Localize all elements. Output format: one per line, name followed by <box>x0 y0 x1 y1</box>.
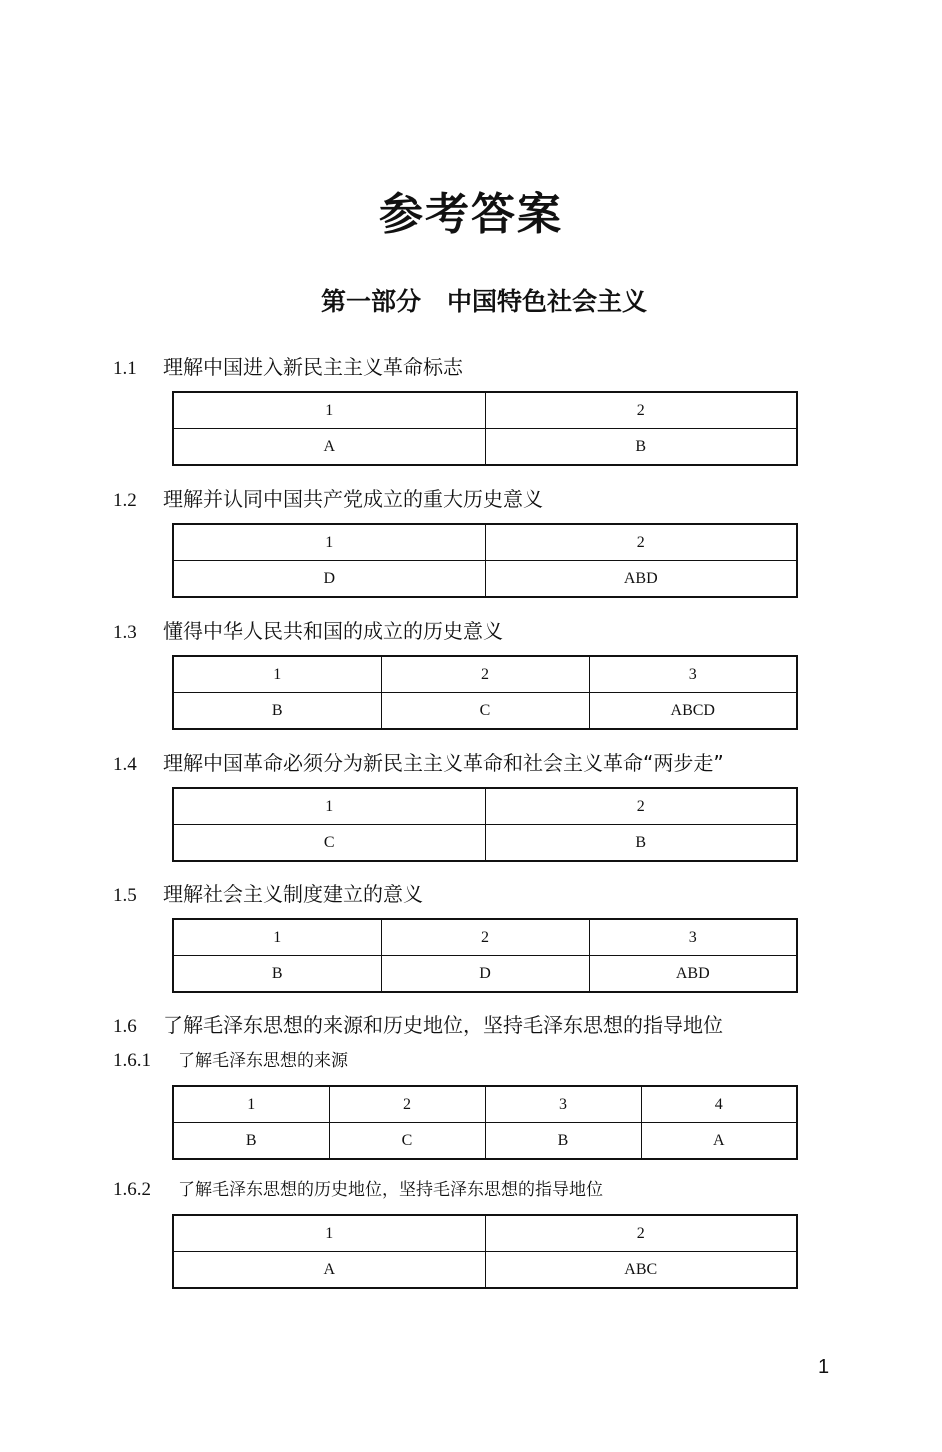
question-number-row <box>173 392 797 429</box>
page-title: 参考答案 <box>379 189 563 240</box>
answer-row <box>173 693 797 730</box>
section-title: 理解中国进入新民主主义革命标志 <box>163 355 463 379</box>
answer-table-1-3 <box>172 655 798 730</box>
question-number-row <box>173 524 797 561</box>
question-number-row <box>173 919 797 956</box>
answer-table-1-1 <box>172 391 798 466</box>
answer-row <box>173 825 797 862</box>
question-number-cell: 2 <box>485 1215 797 1252</box>
answer-table-1-6-1 <box>172 1085 798 1160</box>
question-number-cell: 1 <box>173 1215 485 1252</box>
question-number-cell: 1 <box>173 392 485 429</box>
answer-row <box>173 1252 797 1289</box>
answer-cell: B <box>485 1123 641 1160</box>
question-number-row <box>173 1086 797 1123</box>
section-title: 理解社会主义制度建立的意义 <box>163 882 423 906</box>
question-number-cell: 1 <box>173 919 381 956</box>
section-title: 理解并认同中国共产党成立的重大历史意义 <box>163 487 543 511</box>
answer-cell: C <box>381 693 589 730</box>
section-number: 1.5 <box>113 885 137 906</box>
answer-cell: C <box>329 1123 485 1160</box>
section-title: 理解中国革命必须分为新民主主义革命和社会主义革命“两步走” <box>163 751 724 775</box>
part-name: 中国特色社会主义 <box>447 287 648 316</box>
section-number: 1.3 <box>113 622 137 643</box>
answer-cell: A <box>173 429 485 466</box>
answer-cell: B <box>173 956 381 993</box>
question-number-cell: 2 <box>329 1086 485 1123</box>
subsection-title: 了解毛泽东思想的历史地位，坚持毛泽东思想的指导地位 <box>178 1180 603 1200</box>
answer-cell: D <box>381 956 589 993</box>
question-number-cell: 3 <box>589 919 797 956</box>
answer-cell: ABD <box>589 956 797 993</box>
answer-cell: ABD <box>485 561 797 598</box>
subsection-heading-1-6-1 <box>113 1049 348 1073</box>
page-number: 1 <box>818 1356 830 1378</box>
answer-table-1-4 <box>172 787 798 862</box>
section-heading-1-5 <box>113 881 423 909</box>
question-number-cell: 1 <box>173 656 381 693</box>
question-number-cell: 1 <box>173 1086 329 1123</box>
question-number-cell: 1 <box>173 788 485 825</box>
answer-row <box>173 1123 797 1160</box>
question-number-cell: 4 <box>641 1086 797 1123</box>
question-number-row <box>173 1215 797 1252</box>
subsection-number: 1.6.2 <box>113 1179 151 1200</box>
subsection-title: 了解毛泽东思想的来源 <box>178 1051 348 1071</box>
answer-cell: ABC <box>485 1252 797 1289</box>
section-title: 了解毛泽东思想的来源和历史地位，坚持毛泽东思想的指导地位 <box>163 1013 723 1037</box>
question-number-cell: 2 <box>485 524 797 561</box>
part-label: 第一部分 <box>320 287 421 316</box>
section-heading-1-3 <box>113 618 503 646</box>
answer-row <box>173 561 797 598</box>
subsection-heading-1-6-2 <box>113 1178 603 1202</box>
section-heading-1-6 <box>113 1012 723 1040</box>
answer-cell: B <box>485 429 797 466</box>
question-number-cell: 2 <box>485 392 797 429</box>
section-heading-1-1 <box>113 354 463 382</box>
answer-cell: B <box>173 1123 329 1160</box>
answer-table-1-6-2 <box>172 1214 798 1289</box>
question-number-cell: 3 <box>485 1086 641 1123</box>
section-number: 1.4 <box>113 754 137 775</box>
question-number-row <box>173 656 797 693</box>
question-number-row <box>173 788 797 825</box>
answer-cell: C <box>173 825 485 862</box>
subsection-number: 1.6.1 <box>113 1050 151 1071</box>
section-title: 懂得中华人民共和国的成立的历史意义 <box>163 619 503 643</box>
question-number-cell: 2 <box>381 919 589 956</box>
question-number-cell: 1 <box>173 524 485 561</box>
answer-row <box>173 429 797 466</box>
answer-cell: D <box>173 561 485 598</box>
answer-cell: A <box>641 1123 797 1160</box>
answer-cell: B <box>173 693 381 730</box>
section-number: 1.2 <box>113 490 137 511</box>
part-heading <box>0 282 942 318</box>
answer-table-1-2 <box>172 523 798 598</box>
section-number: 1.1 <box>113 358 137 379</box>
answer-cell: B <box>485 825 797 862</box>
answer-cell: A <box>173 1252 485 1289</box>
section-heading-1-2 <box>113 486 543 514</box>
answer-row <box>173 956 797 993</box>
question-number-cell: 2 <box>381 656 589 693</box>
answer-cell: ABCD <box>589 693 797 730</box>
question-number-cell: 2 <box>485 788 797 825</box>
answer-table-1-5 <box>172 918 798 993</box>
question-number-cell: 3 <box>589 656 797 693</box>
section-number: 1.6 <box>113 1016 137 1037</box>
section-heading-1-4 <box>113 750 724 778</box>
